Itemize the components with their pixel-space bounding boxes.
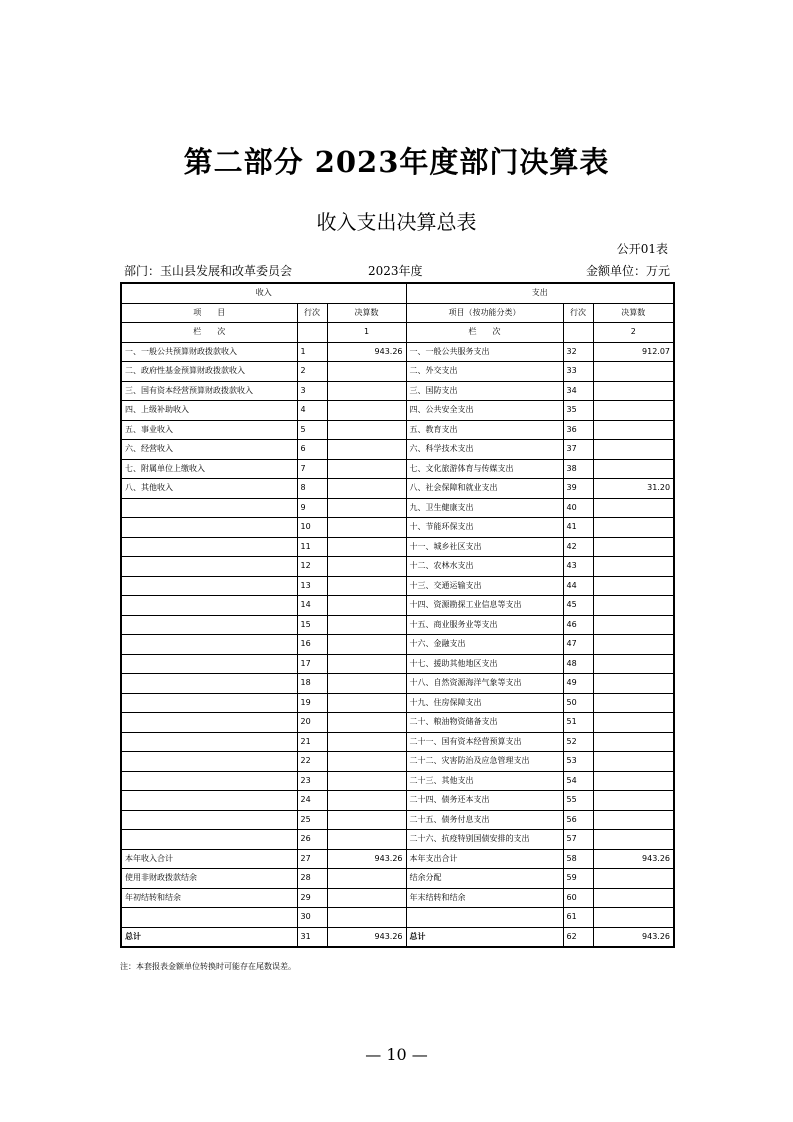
income-amount-cell: 943.26 [327, 927, 406, 947]
table-row [121, 713, 674, 733]
income-amount-cell [327, 596, 406, 616]
expense-line-cell: 38 [563, 459, 593, 479]
income-item-cell: 使用非财政拨款结余 [121, 869, 297, 889]
table-row [121, 576, 674, 596]
income-amount-cell [327, 654, 406, 674]
empty-cell [563, 323, 593, 343]
expense-line-cell: 44 [563, 576, 593, 596]
expense-amount-cell [593, 459, 674, 479]
income-item-cell: 七、附属单位上缴收入 [121, 459, 297, 479]
expense-line-cell: 47 [563, 635, 593, 655]
expense-amount-cell [593, 362, 674, 382]
lanci-label-2: 栏 次 [406, 323, 563, 343]
expense-line-cell: 49 [563, 674, 593, 694]
income-item-cell: 一、一般公共预算财政拨款收入 [121, 342, 297, 362]
expense-line-cell: 57 [563, 830, 593, 850]
income-item-cell [121, 557, 297, 577]
expense-amount-cell [593, 596, 674, 616]
expense-amount-cell [593, 401, 674, 421]
table-row [121, 752, 674, 772]
expense-amount-cell [593, 830, 674, 850]
expense-amount-cell [593, 576, 674, 596]
expense-item-cell: 六、科学技术支出 [406, 440, 563, 460]
expense-item-cell: 十、节能环保支出 [406, 518, 563, 538]
expense-amount-cell [593, 498, 674, 518]
col-header-item: 项 目 [121, 303, 297, 323]
expense-amount-cell [593, 791, 674, 811]
income-amount-cell [327, 381, 406, 401]
expense-item-cell: 总计 [406, 927, 563, 947]
income-amount-cell [327, 615, 406, 635]
income-line-cell: 15 [297, 615, 327, 635]
income-item-cell [121, 654, 297, 674]
income-amount-cell [327, 362, 406, 382]
table-row [121, 771, 674, 791]
table-row [121, 401, 674, 421]
col-header-item-func: 项目（按功能分类） [406, 303, 563, 323]
expense-item-cell: 四、公共安全支出 [406, 401, 563, 421]
expense-line-cell: 40 [563, 498, 593, 518]
income-line-cell: 24 [297, 791, 327, 811]
table-row [121, 362, 674, 382]
expense-item-cell: 年末结转和结余 [406, 888, 563, 908]
income-line-cell: 13 [297, 576, 327, 596]
expense-item-cell: 二十三、其他支出 [406, 771, 563, 791]
expense-line-cell: 52 [563, 732, 593, 752]
expense-item-cell: 五、教育支出 [406, 420, 563, 440]
income-line-cell: 22 [297, 752, 327, 772]
income-line-cell: 14 [297, 596, 327, 616]
income-line-cell: 16 [297, 635, 327, 655]
expense-amount-cell [593, 693, 674, 713]
empty-cell [297, 323, 327, 343]
expense-item-cell: 二、外交支出 [406, 362, 563, 382]
expense-line-cell: 54 [563, 771, 593, 791]
expense-amount-cell [593, 654, 674, 674]
expense-amount-cell [593, 771, 674, 791]
income-item-cell [121, 713, 297, 733]
expense-item-cell: 十八、自然资源海洋气象等支出 [406, 674, 563, 694]
expense-amount-cell [593, 420, 674, 440]
income-item-cell [121, 537, 297, 557]
table-row [121, 342, 674, 362]
expense-amount-cell [593, 518, 674, 538]
table-row [121, 791, 674, 811]
income-item-cell: 六、经营收入 [121, 440, 297, 460]
table-row [121, 693, 674, 713]
income-line-cell: 28 [297, 869, 327, 889]
expense-amount-cell: 912.07 [593, 342, 674, 362]
income-amount-cell [327, 830, 406, 850]
income-amount-cell: 943.26 [327, 849, 406, 869]
expense-line-cell: 37 [563, 440, 593, 460]
income-line-cell: 10 [297, 518, 327, 538]
expense-item-cell: 十九、住房保障支出 [406, 693, 563, 713]
expense-line-cell: 51 [563, 713, 593, 733]
income-amount-cell [327, 693, 406, 713]
table-row [121, 557, 674, 577]
table-row [121, 635, 674, 655]
expense-item-cell: 十四、资源勘探工业信息等支出 [406, 596, 563, 616]
expense-line-cell: 50 [563, 693, 593, 713]
income-amount-cell [327, 791, 406, 811]
income-item-cell [121, 693, 297, 713]
expense-amount-cell [593, 615, 674, 635]
expense-item-cell: 二十、粮油物资储备支出 [406, 713, 563, 733]
table-row [121, 615, 674, 635]
expense-amount-cell [593, 557, 674, 577]
column-index-row [121, 323, 674, 343]
table-row [121, 654, 674, 674]
expense-line-cell: 45 [563, 596, 593, 616]
summary-row [121, 888, 674, 908]
expense-item-cell: 本年支出合计 [406, 849, 563, 869]
income-amount-cell [327, 732, 406, 752]
income-amount-cell: 943.26 [327, 342, 406, 362]
income-amount-cell [327, 498, 406, 518]
expense-line-cell: 58 [563, 849, 593, 869]
expense-line-cell: 33 [563, 362, 593, 382]
expense-amount-cell: 31.20 [593, 479, 674, 499]
income-line-cell: 7 [297, 459, 327, 479]
expense-line-cell: 59 [563, 869, 593, 889]
expense-item-cell: 十六、金融支出 [406, 635, 563, 655]
expense-line-cell: 55 [563, 791, 593, 811]
expense-amount-cell [593, 713, 674, 733]
expense-line-cell: 61 [563, 908, 593, 928]
expense-line-cell: 42 [563, 537, 593, 557]
table-row [121, 810, 674, 830]
expense-line-cell: 39 [563, 479, 593, 499]
table-row [121, 596, 674, 616]
budget-summary-table [120, 282, 675, 948]
expense-item-cell: 结余分配 [406, 869, 563, 889]
income-line-cell: 27 [297, 849, 327, 869]
income-item-cell [121, 615, 297, 635]
table-row [121, 830, 674, 850]
table-row [121, 674, 674, 694]
expense-amount-cell: 943.26 [593, 927, 674, 947]
expense-line-cell: 34 [563, 381, 593, 401]
income-line-cell: 17 [297, 654, 327, 674]
expense-item-cell: 十七、援助其他地区支出 [406, 654, 563, 674]
expense-amount-cell [593, 635, 674, 655]
table-row [121, 440, 674, 460]
income-item-cell [121, 791, 297, 811]
expense-item-cell: 十三、交通运输支出 [406, 576, 563, 596]
expense-item-cell: 一、一般公共服务支出 [406, 342, 563, 362]
expense-item-cell: 十五、商业服务业等支出 [406, 615, 563, 635]
group-header-row [121, 283, 674, 303]
expense-item-cell: 八、社会保障和就业支出 [406, 479, 563, 499]
table-row [121, 381, 674, 401]
expense-amount-cell [593, 869, 674, 889]
expense-line-cell: 43 [563, 557, 593, 577]
income-amount-cell [327, 537, 406, 557]
income-line-cell: 5 [297, 420, 327, 440]
income-item-cell [121, 752, 297, 772]
expense-amount-cell [593, 537, 674, 557]
unit-label: 金额单位：万元 [585, 264, 670, 278]
income-item-cell: 年初结转和结余 [121, 888, 297, 908]
income-amount-cell [327, 401, 406, 421]
income-line-cell: 18 [297, 674, 327, 694]
col-header-amount: 决算数 [327, 303, 406, 323]
table-row [121, 498, 674, 518]
expense-item-cell: 二十二、灾害防治及应急管理支出 [406, 752, 563, 772]
income-amount-cell [327, 635, 406, 655]
income-amount-cell [327, 576, 406, 596]
income-line-cell: 19 [297, 693, 327, 713]
income-item-cell [121, 635, 297, 655]
expense-amount-cell [593, 810, 674, 830]
expense-group-header: 支出 [406, 283, 674, 303]
expense-line-cell: 41 [563, 518, 593, 538]
expense-amount-cell [593, 381, 674, 401]
total-row [121, 927, 674, 947]
income-item-cell [121, 908, 297, 928]
income-amount-cell [327, 420, 406, 440]
income-amount-cell [327, 752, 406, 772]
table-row [121, 479, 674, 499]
table-row [121, 420, 674, 440]
expense-item-cell [406, 908, 563, 928]
summary-row [121, 908, 674, 928]
income-item-cell: 八、其他收入 [121, 479, 297, 499]
income-amount-cell [327, 557, 406, 577]
col2-index: 2 [593, 323, 674, 343]
income-item-cell [121, 771, 297, 791]
income-amount-cell [327, 888, 406, 908]
income-item-cell: 五、事业收入 [121, 420, 297, 440]
expense-amount-cell [593, 888, 674, 908]
income-line-cell: 26 [297, 830, 327, 850]
year-label: 2023年度 [368, 264, 423, 278]
expense-item-cell: 十一、城乡社区支出 [406, 537, 563, 557]
income-amount-cell [327, 440, 406, 460]
income-amount-cell [327, 869, 406, 889]
lanci-label: 栏 次 [121, 323, 297, 343]
expense-line-cell: 48 [563, 654, 593, 674]
income-amount-cell [327, 810, 406, 830]
expense-item-cell: 十二、农林水支出 [406, 557, 563, 577]
income-line-cell: 11 [297, 537, 327, 557]
income-line-cell: 2 [297, 362, 327, 382]
income-amount-cell [327, 674, 406, 694]
expense-line-cell: 60 [563, 888, 593, 908]
income-line-cell: 30 [297, 908, 327, 928]
income-amount-cell [327, 479, 406, 499]
summary-row [121, 849, 674, 869]
table-row [121, 732, 674, 752]
expense-amount-cell: 943.26 [593, 849, 674, 869]
income-line-cell: 12 [297, 557, 327, 577]
income-item-cell [121, 810, 297, 830]
main-title: 第二部分 2023年度部门决算表 [183, 145, 610, 179]
income-group-header: 收入 [121, 283, 406, 303]
table-title: 收入支出决算总表 [316, 210, 477, 234]
footnote: 注：本套报表金额单位转换时可能存在尾数误差。 [120, 962, 296, 971]
table-meta [124, 262, 670, 278]
income-line-cell: 31 [297, 927, 327, 947]
income-item-cell [121, 596, 297, 616]
col1-index: 1 [327, 323, 406, 343]
table-row [121, 459, 674, 479]
income-amount-cell [327, 459, 406, 479]
expense-item-cell: 二十一、国有资本经营预算支出 [406, 732, 563, 752]
income-item-cell: 二、政府性基金预算财政拨款收入 [121, 362, 297, 382]
income-item-cell [121, 732, 297, 752]
income-amount-cell [327, 771, 406, 791]
income-item-cell: 总计 [121, 927, 297, 947]
column-header-row [121, 303, 674, 323]
expense-item-cell: 二十六、抗疫特别国债安排的支出 [406, 830, 563, 850]
income-line-cell: 1 [297, 342, 327, 362]
income-line-cell: 6 [297, 440, 327, 460]
income-line-cell: 8 [297, 479, 327, 499]
income-item-cell [121, 576, 297, 596]
income-amount-cell [327, 713, 406, 733]
table-row [121, 537, 674, 557]
expense-amount-cell [593, 752, 674, 772]
col-header-line: 行次 [297, 303, 327, 323]
income-item-cell [121, 830, 297, 850]
expense-item-cell: 二十五、债务付息支出 [406, 810, 563, 830]
col-header-line2: 行次 [563, 303, 593, 323]
expense-line-cell: 56 [563, 810, 593, 830]
expense-amount-cell [593, 732, 674, 752]
expense-amount-cell [593, 440, 674, 460]
income-item-cell [121, 498, 297, 518]
table-number: 公开01表 [616, 242, 668, 256]
summary-row [121, 869, 674, 889]
income-line-cell: 9 [297, 498, 327, 518]
department-label: 部门：玉山县发展和改革委员会 [124, 264, 293, 278]
income-item-cell: 四、上级补助收入 [121, 401, 297, 421]
expense-line-cell: 36 [563, 420, 593, 440]
income-line-cell: 29 [297, 888, 327, 908]
expense-line-cell: 32 [563, 342, 593, 362]
page-number: — 10 — [365, 1045, 428, 1064]
income-item-cell [121, 674, 297, 694]
income-line-cell: 4 [297, 401, 327, 421]
income-line-cell: 25 [297, 810, 327, 830]
expense-line-cell: 53 [563, 752, 593, 772]
income-line-cell: 23 [297, 771, 327, 791]
expense-line-cell: 35 [563, 401, 593, 421]
income-line-cell: 21 [297, 732, 327, 752]
expense-amount-cell [593, 674, 674, 694]
table-row [121, 518, 674, 538]
income-line-cell: 20 [297, 713, 327, 733]
income-amount-cell [327, 908, 406, 928]
expense-amount-cell [593, 908, 674, 928]
expense-item-cell: 三、国防支出 [406, 381, 563, 401]
income-item-cell: 本年收入合计 [121, 849, 297, 869]
income-line-cell: 3 [297, 381, 327, 401]
expense-item-cell: 七、文化旅游体育与传媒支出 [406, 459, 563, 479]
income-amount-cell [327, 518, 406, 538]
expense-item-cell: 九、卫生健康支出 [406, 498, 563, 518]
income-item-cell [121, 518, 297, 538]
col-header-amount2: 决算数 [593, 303, 674, 323]
expense-line-cell: 62 [563, 927, 593, 947]
expense-item-cell: 二十四、债务还本支出 [406, 791, 563, 811]
expense-line-cell: 46 [563, 615, 593, 635]
income-item-cell: 三、国有资本经营预算财政拨款收入 [121, 381, 297, 401]
